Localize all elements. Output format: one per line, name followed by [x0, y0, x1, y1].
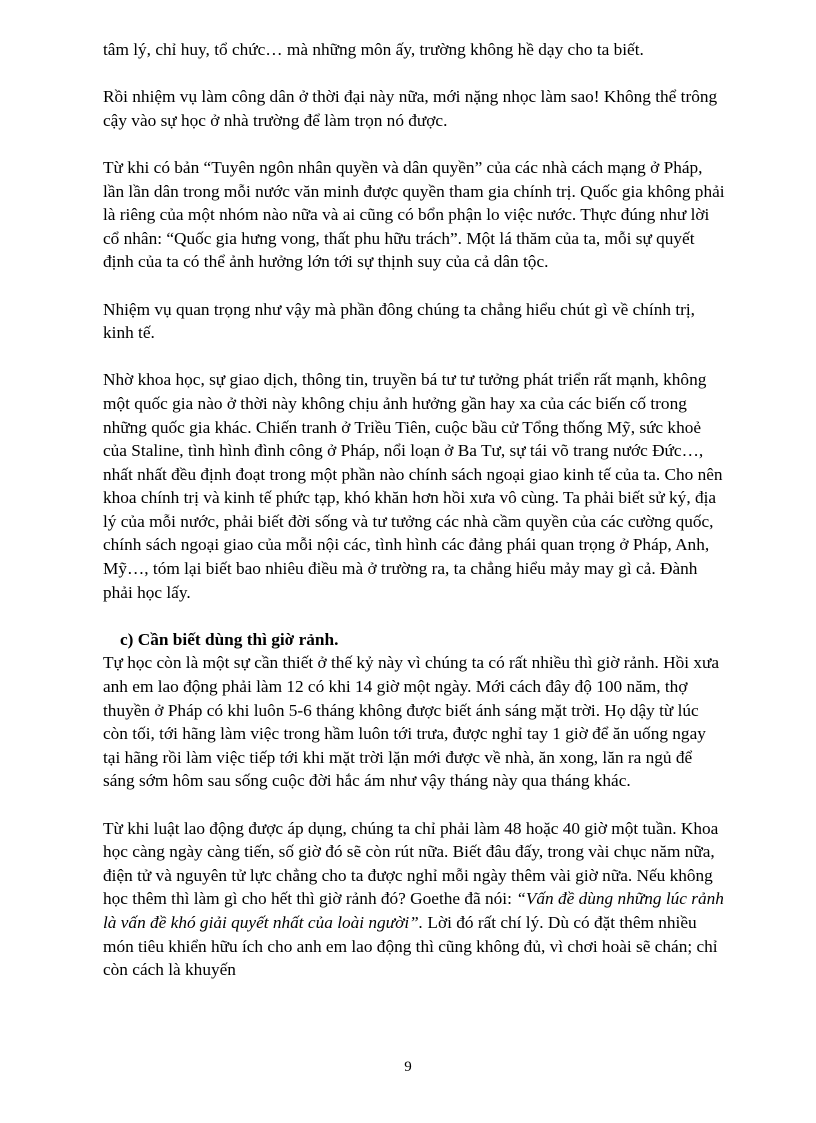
paragraph-text: Lời đó rất chí lý. Dù có đặt thêm nhiều món tiêu khiển hữu ích cho anh em lao động thì cũng không đủ, vì chơi hoài sẽ chán; chỉ còn cách là khuyến — [103, 912, 718, 980]
paragraph: tâm lý, chỉ huy, tổ chức… mà những môn ấy, trường không hề dạy cho ta biết. — [103, 40, 644, 59]
page-number: 9 — [404, 1059, 412, 1075]
paragraph: Tự học còn là một sự cần thiết ở thế kỷ này vì chúng ta có rất nhiều thì giờ rảnh. Hồi xưa anh em lao động phải làm 12 có khi 14 giờ một ngày. Mới cách đây độ 100 năm, thợ thuyền ở Pháp có khi luôn 5-6 tháng không được biết ánh sáng mặt trời. Họ dậy từ lúc còn tối, tới hãng làm việc trong hầm luôn tới trưa, được nghỉ tay 1 giờ để ăn uống ngay tại hãng rồi làm việc tiếp tới khi mặt trời lặn mới được về nhà, ăn xong, lăn ra ngủ để sáng sớm hôm sau sống cuộc đời hắc ám như vậy tháng này qua tháng khác. — [103, 653, 720, 791]
goethe-quote: “Vấn đề dùng những lúc rảnh là vấn đề khó giải quyết nhất của loài người”. — [103, 889, 724, 932]
paragraph: Từ khi có bản “Tuyên ngôn nhân quyền và dân quyền” của các nhà cách mạng ở Pháp, lần lần dân trong mỗi nước văn minh được quyền tham gia chính trị. Quốc gia không phải là riêng của một nhóm nào nữa và ai cũng có bổn phận lo việc nước. Thực đúng như lời cổ nhân: “Quốc gia hưng vong, thất phu hữu trách”. Một lá thăm của ta, mỗi sự quyết định của ta có thể ảnh hưởng lớn tới sự thịnh suy của cả dân tộc. — [103, 157, 725, 272]
paragraph-with-quote — [103, 817, 725, 982]
paragraph-text: Từ khi luật lao động được áp dụng, chúng ta chỉ phải làm 48 hoặc 40 giờ một tuần. Khoa học càng ngày càng tiến, số giờ đó sẽ còn rút nữa. Biết đâu đấy, trong vài chục năm nữa, điện tử và nguyên tử lực chẳng cho ta được nghỉ mỗi ngày thêm vài giờ nữa. Nếu không học thêm thì làm gì cho hết thì giờ rảnh đó? Goethe đã nói: — [103, 818, 719, 909]
section-heading: c) Cần biết dùng thì giờ rảnh. — [120, 629, 339, 649]
document-page — [103, 38, 725, 982]
paragraph: Nhiệm vụ quan trọng như vậy mà phần đông chúng ta chẳng hiểu chút gì về chính trị, kinh tế. — [103, 299, 695, 343]
paragraph: Rồi nhiệm vụ làm công dân ở thời đại này nữa, mới nặng nhọc làm sao! Không thể trông cậy vào sự học ở nhà trường để làm trọn nó được. — [103, 87, 718, 130]
paragraph: Nhờ khoa học, sự giao dịch, thông tin, truyền bá tư tư tưởng phát triển rất mạnh, không một quốc gia nào ở thời này không chịu ảnh hưởng gần hay xa của các biến cố trong những quốc gia khác. Chiến tranh ở Triều Tiên, cuộc bầu cử Tổng thống Mỹ, sức khoẻ của Staline, tình hình đình công ở Pháp, nổi loạn ở Ba Tư, sự tái võ trang nước Đức…, nhất nhất đều định đoạt trong một phần nào chính sách ngoại giao kinh tế của ta. Cho nên khoa chính trị và kinh tế phức tạp, khó khăn hơn hồi xưa vô cùng. Ta phải biết sử ký, địa lý của mỗi nước, phải biết đời sống và tư tưởng các nhà cầm quyền của các cường quốc, chính sách ngoại giao của mỗi nội các, tình hình các đảng phái quan trọng ở Pháp, Anh, Mỹ…, tóm lại biết bao nhiêu điều mà ở trường ra, ta chẳng hiểu mảy may gì cả. Đành phải học lấy. — [103, 370, 723, 602]
